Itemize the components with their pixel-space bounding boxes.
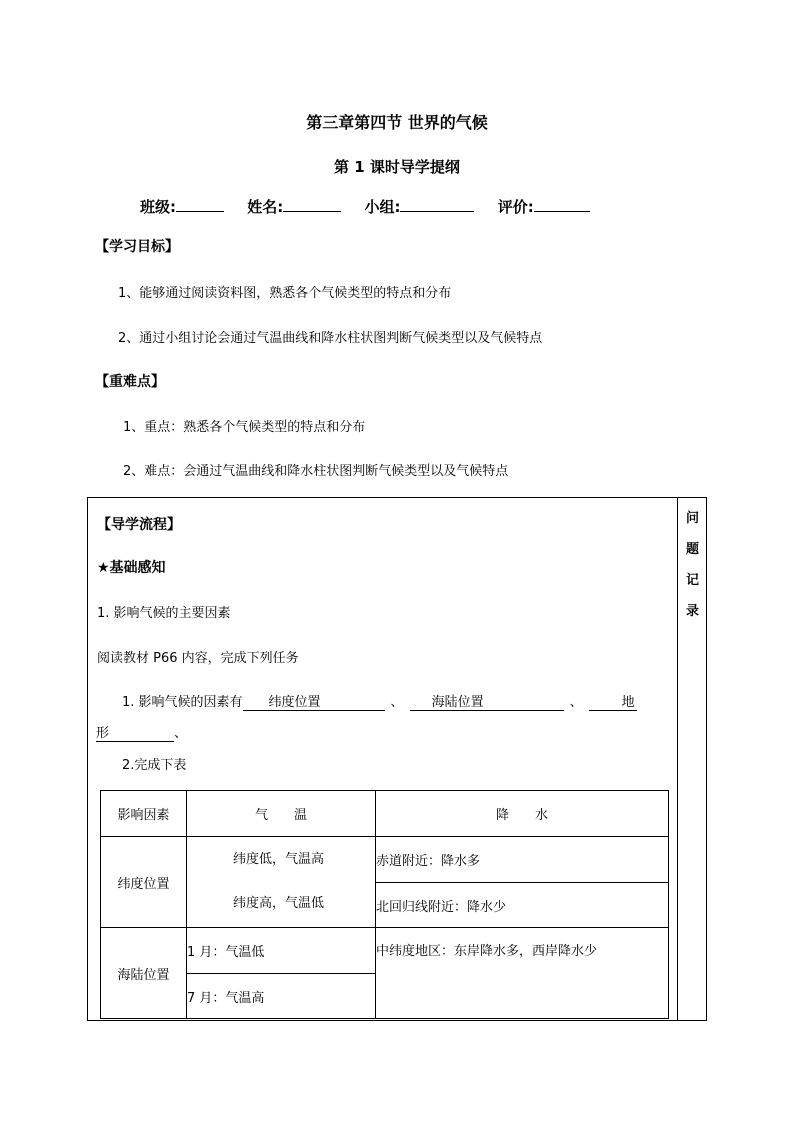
climate-factors-table [100, 790, 669, 1019]
name-label: 姓名: [247, 198, 284, 216]
objective-item: 2、通过小组讨论会通过气温曲线和降水柱状图判断气候类型以及气候特点 [118, 331, 543, 346]
latitude-temp-cell [187, 837, 376, 928]
latitude-precip-2: 北回归线附近：降水少 [376, 883, 669, 928]
latitude-temp-2: 纬度高，气温低 [233, 896, 325, 911]
objective-item: 1、能够通过阅读资料图，熟悉各个气候类型的特点和分布 [118, 286, 452, 301]
separator: 、 [174, 726, 188, 741]
answer-terrain-part1[interactable]: 地 [589, 691, 637, 711]
answer-land-sea[interactable]: 海陆位置 [410, 691, 564, 711]
answer-latitude[interactable]: 纬度位置 [243, 691, 385, 711]
task-1-line-cont [96, 722, 187, 742]
page-subtitle: 第 1 课时导学提纲 [334, 158, 460, 176]
group-label: 小组: [364, 198, 401, 216]
factor-land-sea: 海陆位置 [101, 928, 187, 1019]
name-blank[interactable] [283, 197, 341, 212]
page-title: 第三章第四节 世界的气候 [306, 113, 488, 132]
task-1-prefix: 1. 影响气候的因素有 [122, 695, 243, 710]
score-label: 评价: [497, 198, 534, 216]
objectives-heading: 【学习目标】 [95, 239, 179, 255]
question-1: 1. 影响气候的主要因素 [97, 606, 231, 621]
student-info-fields [140, 196, 590, 217]
key-point-item: 1、重点：熟悉各个气候类型的特点和分布 [123, 420, 366, 435]
guide-heading: 【导学流程】 [97, 517, 181, 533]
score-blank[interactable] [534, 197, 590, 212]
land-sea-precip: 中纬度地区：东岸降水多，西岸降水少 [376, 928, 669, 1019]
key-point-item: 2、难点：会通过气温曲线和降水柱状图判断气候类型以及气候特点 [123, 464, 509, 479]
separator: 、 [390, 695, 404, 710]
group-blank[interactable] [400, 197, 474, 212]
latitude-precip-1: 赤道附近：降水多 [376, 837, 669, 883]
table-header: 影响因素 [101, 791, 187, 837]
factor-latitude: 纬度位置 [101, 837, 187, 928]
basic-perception-heading: ★基础感知 [97, 560, 166, 576]
land-sea-temp-2: 7 月：气温高 [187, 974, 376, 1019]
table-header: 气 温 [187, 791, 376, 837]
latitude-temp-1: 纬度低，气温高 [233, 852, 325, 867]
reading-instruction: 阅读教材 P66 内容，完成下列任务 [97, 651, 299, 666]
side-note-char: 录 [685, 604, 699, 619]
key-points-heading: 【重难点】 [95, 374, 165, 390]
side-note-char: 记 [685, 573, 699, 588]
task-1-line [122, 691, 637, 711]
side-note-char: 问 [685, 511, 699, 526]
class-blank[interactable] [176, 197, 224, 212]
side-note-char: 题 [685, 542, 699, 557]
class-label: 班级: [140, 198, 176, 216]
answer-terrain-part2[interactable]: 形 [96, 722, 174, 742]
land-sea-temp-1: 1 月：气温低 [187, 928, 376, 974]
table-header: 降 水 [376, 791, 669, 837]
task-2: 2.完成下表 [122, 758, 187, 773]
separator: 、 [569, 695, 583, 710]
